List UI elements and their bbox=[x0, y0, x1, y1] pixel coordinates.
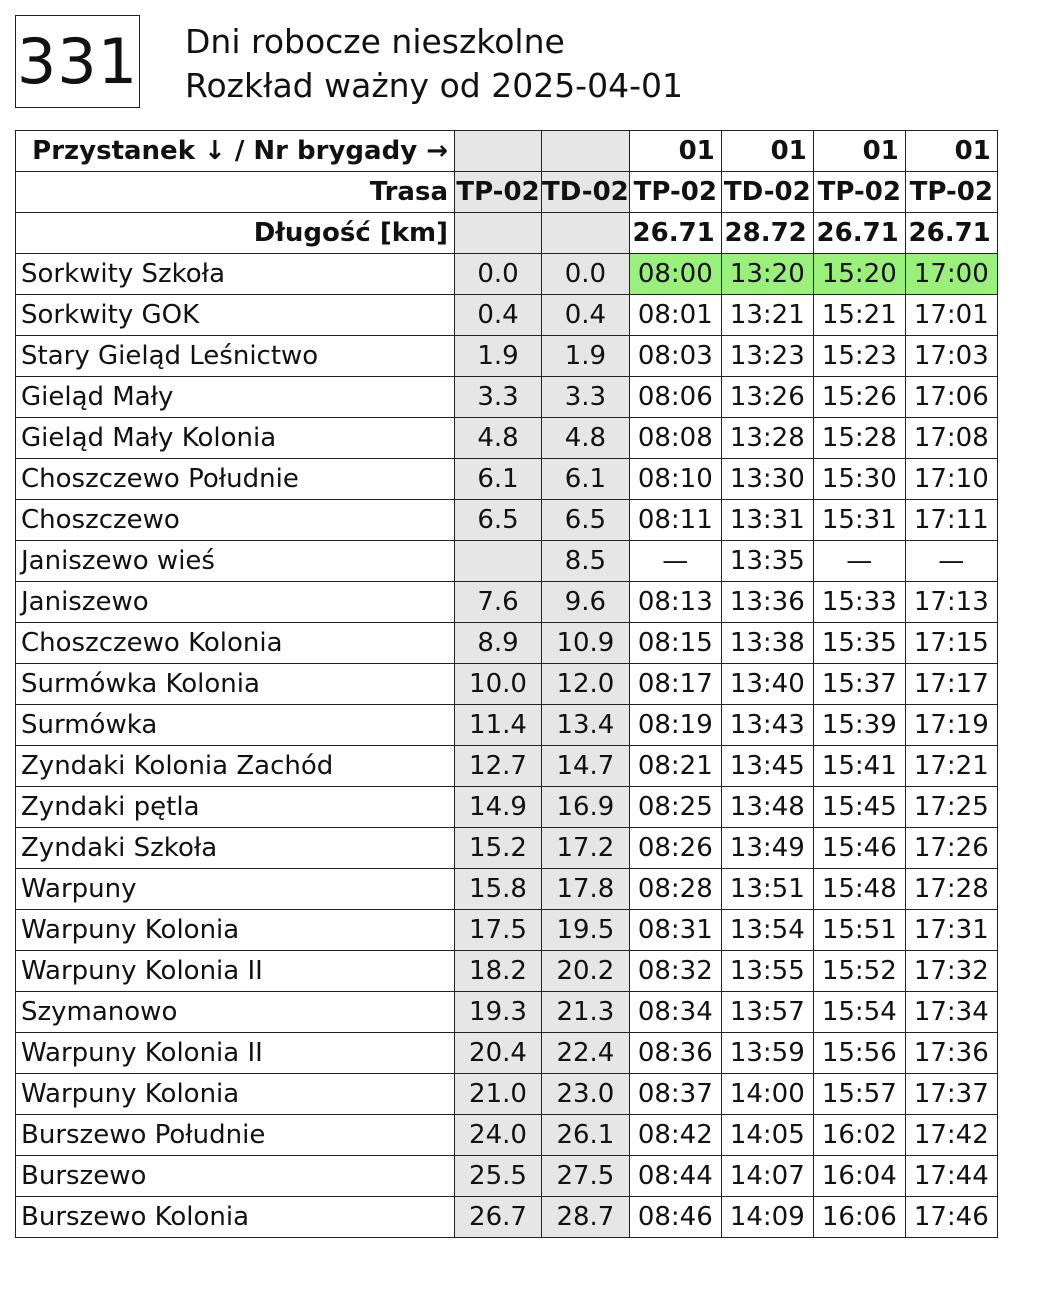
departure-time: 17:15 bbox=[905, 623, 997, 664]
departure-time: 15:31 bbox=[813, 500, 905, 541]
stop-distance: 7.6 bbox=[455, 582, 542, 623]
departure-time: 08:36 bbox=[629, 1033, 721, 1074]
km-column-brigade bbox=[542, 131, 630, 172]
stop-name: Janiszewo bbox=[16, 582, 455, 623]
stop-row bbox=[16, 459, 998, 500]
departure-time: 15:30 bbox=[813, 459, 905, 500]
stop-row bbox=[16, 254, 998, 295]
stop-distance: 28.7 bbox=[542, 1197, 630, 1238]
departure-time: 13:55 bbox=[721, 951, 813, 992]
stop-name: Surmówka bbox=[16, 705, 455, 746]
stop-row bbox=[16, 541, 998, 582]
stop-distance: 21.0 bbox=[455, 1074, 542, 1115]
stop-name: Surmówka Kolonia bbox=[16, 664, 455, 705]
departure-time: 13:38 bbox=[721, 623, 813, 664]
departure-time: 17:19 bbox=[905, 705, 997, 746]
trip-length: 26.71 bbox=[813, 213, 905, 254]
stop-distance: 18.2 bbox=[455, 951, 542, 992]
stop-distance: 14.9 bbox=[455, 787, 542, 828]
stop-row bbox=[16, 582, 998, 623]
departure-time: 14:05 bbox=[721, 1115, 813, 1156]
stop-row bbox=[16, 992, 998, 1033]
stop-distance: 20.2 bbox=[542, 951, 630, 992]
stop-name: Choszczewo Południe bbox=[16, 459, 455, 500]
departure-time: 08:00 bbox=[629, 254, 721, 295]
route-code: TP-02 bbox=[813, 172, 905, 213]
departure-time: 15:23 bbox=[813, 336, 905, 377]
brigade-number: 01 bbox=[813, 131, 905, 172]
departure-time: 13:45 bbox=[721, 746, 813, 787]
departure-time: 08:34 bbox=[629, 992, 721, 1033]
km-column-route: TD-02 bbox=[542, 172, 630, 213]
departure-time: 14:07 bbox=[721, 1156, 813, 1197]
stop-name: Warpuny Kolonia bbox=[16, 1074, 455, 1115]
departure-time: 15:39 bbox=[813, 705, 905, 746]
departure-time: 15:52 bbox=[813, 951, 905, 992]
timetable bbox=[15, 130, 998, 1238]
stop-row bbox=[16, 705, 998, 746]
departure-time: 15:48 bbox=[813, 869, 905, 910]
departure-time: 17:01 bbox=[905, 295, 997, 336]
stop-name: Choszczewo bbox=[16, 500, 455, 541]
departure-time: 13:54 bbox=[721, 910, 813, 951]
stop-distance: 10.0 bbox=[455, 664, 542, 705]
stop-distance: 6.5 bbox=[455, 500, 542, 541]
departure-time: 08:08 bbox=[629, 418, 721, 459]
header-label: Trasa bbox=[16, 172, 455, 213]
departure-time: 15:21 bbox=[813, 295, 905, 336]
stop-distance: 0.0 bbox=[542, 254, 630, 295]
stop-name: Sorkwity GOK bbox=[16, 295, 455, 336]
stop-row bbox=[16, 418, 998, 459]
stop-distance: 17.5 bbox=[455, 910, 542, 951]
departure-time: — bbox=[905, 541, 997, 582]
departure-time: 13:26 bbox=[721, 377, 813, 418]
departure-time: 17:10 bbox=[905, 459, 997, 500]
departure-time: 17:25 bbox=[905, 787, 997, 828]
departure-time: 15:26 bbox=[813, 377, 905, 418]
header-label: Długość [km] bbox=[16, 213, 455, 254]
departure-time: 08:15 bbox=[629, 623, 721, 664]
stop-distance: 4.8 bbox=[542, 418, 630, 459]
departure-time: 08:44 bbox=[629, 1156, 721, 1197]
stop-row bbox=[16, 746, 998, 787]
stop-row bbox=[16, 828, 998, 869]
valid-from: Rozkład ważny od 2025-04-01 bbox=[185, 66, 683, 105]
departure-time: 14:00 bbox=[721, 1074, 813, 1115]
stop-distance: 25.5 bbox=[455, 1156, 542, 1197]
departure-time: 08:17 bbox=[629, 664, 721, 705]
stop-distance: 1.9 bbox=[455, 336, 542, 377]
departure-time: 17:31 bbox=[905, 910, 997, 951]
departure-time: 14:09 bbox=[721, 1197, 813, 1238]
stop-distance: 3.3 bbox=[542, 377, 630, 418]
header-row-route bbox=[16, 172, 998, 213]
km-column-route: TP-02 bbox=[455, 172, 542, 213]
departure-time: 17:36 bbox=[905, 1033, 997, 1074]
trip-length: 28.72 bbox=[721, 213, 813, 254]
stop-row bbox=[16, 1033, 998, 1074]
stop-distance: 6.1 bbox=[542, 459, 630, 500]
departure-time: 16:04 bbox=[813, 1156, 905, 1197]
departure-time: 15:45 bbox=[813, 787, 905, 828]
stop-name: Zyndaki pętla bbox=[16, 787, 455, 828]
day-type: Dni robocze nieszkolne bbox=[185, 22, 565, 61]
departure-time: 15:37 bbox=[813, 664, 905, 705]
stop-row bbox=[16, 377, 998, 418]
header-label: Przystanek ↓ / Nr brygady → bbox=[16, 131, 455, 172]
trip-length: 26.71 bbox=[905, 213, 997, 254]
departure-time: 16:02 bbox=[813, 1115, 905, 1156]
departure-time: 08:32 bbox=[629, 951, 721, 992]
stop-name: Choszczewo Kolonia bbox=[16, 623, 455, 664]
stop-row bbox=[16, 1197, 998, 1238]
header-row-brigade bbox=[16, 131, 998, 172]
departure-time: 17:11 bbox=[905, 500, 997, 541]
stop-distance: 4.8 bbox=[455, 418, 542, 459]
stop-name: Szymanowo bbox=[16, 992, 455, 1033]
stop-distance: 19.3 bbox=[455, 992, 542, 1033]
stop-distance: 10.9 bbox=[542, 623, 630, 664]
stop-distance: 13.4 bbox=[542, 705, 630, 746]
stop-name: Zyndaki Szkoła bbox=[16, 828, 455, 869]
stop-name: Warpuny Kolonia II bbox=[16, 951, 455, 992]
route-code: TD-02 bbox=[721, 172, 813, 213]
departure-time: 17:08 bbox=[905, 418, 997, 459]
departure-time: 08:46 bbox=[629, 1197, 721, 1238]
stop-row bbox=[16, 1115, 998, 1156]
stop-distance: 17.2 bbox=[542, 828, 630, 869]
departure-time: 08:19 bbox=[629, 705, 721, 746]
stop-row bbox=[16, 787, 998, 828]
stop-distance: 12.0 bbox=[542, 664, 630, 705]
departure-time: 15:28 bbox=[813, 418, 905, 459]
stop-distance: 24.0 bbox=[455, 1115, 542, 1156]
departure-time: 08:37 bbox=[629, 1074, 721, 1115]
route-code: TP-02 bbox=[905, 172, 997, 213]
departure-time: 08:25 bbox=[629, 787, 721, 828]
route-code: TP-02 bbox=[629, 172, 721, 213]
stop-distance: 20.4 bbox=[455, 1033, 542, 1074]
departure-time: 13:23 bbox=[721, 336, 813, 377]
departure-time: 17:46 bbox=[905, 1197, 997, 1238]
departure-time: 08:01 bbox=[629, 295, 721, 336]
departure-time: 17:03 bbox=[905, 336, 997, 377]
stop-distance: 27.5 bbox=[542, 1156, 630, 1197]
departure-time: 17:32 bbox=[905, 951, 997, 992]
departure-time: — bbox=[813, 541, 905, 582]
stop-distance: 11.4 bbox=[455, 705, 542, 746]
stop-distance: 0.4 bbox=[542, 295, 630, 336]
stop-name: Gieląd Mały bbox=[16, 377, 455, 418]
km-column-length bbox=[542, 213, 630, 254]
stop-row bbox=[16, 500, 998, 541]
departure-time: 08:21 bbox=[629, 746, 721, 787]
stop-distance: 19.5 bbox=[542, 910, 630, 951]
departure-time: 13:35 bbox=[721, 541, 813, 582]
departure-time: 15:20 bbox=[813, 254, 905, 295]
departure-time: 08:10 bbox=[629, 459, 721, 500]
departure-time: 15:54 bbox=[813, 992, 905, 1033]
trip-length: 26.71 bbox=[629, 213, 721, 254]
stop-name: Burszewo Kolonia bbox=[16, 1197, 455, 1238]
departure-time: 13:30 bbox=[721, 459, 813, 500]
stop-distance: 3.3 bbox=[455, 377, 542, 418]
stop-row bbox=[16, 664, 998, 705]
departure-time: 16:06 bbox=[813, 1197, 905, 1238]
stop-distance: 0.4 bbox=[455, 295, 542, 336]
departure-time: 08:31 bbox=[629, 910, 721, 951]
departure-time: 17:37 bbox=[905, 1074, 997, 1115]
departure-time: 17:28 bbox=[905, 869, 997, 910]
stop-row bbox=[16, 869, 998, 910]
stop-row bbox=[16, 336, 998, 377]
departure-time: 13:20 bbox=[721, 254, 813, 295]
stop-name: Warpuny bbox=[16, 869, 455, 910]
stop-name: Zyndaki Kolonia Zachód bbox=[16, 746, 455, 787]
stop-name: Sorkwity Szkoła bbox=[16, 254, 455, 295]
departure-time: 15:46 bbox=[813, 828, 905, 869]
departure-time: 13:21 bbox=[721, 295, 813, 336]
departure-time: 17:42 bbox=[905, 1115, 997, 1156]
stop-name: Janiszewo wieś bbox=[16, 541, 455, 582]
departure-time: 13:28 bbox=[721, 418, 813, 459]
stop-row bbox=[16, 295, 998, 336]
departure-time: 17:34 bbox=[905, 992, 997, 1033]
stop-row bbox=[16, 1156, 998, 1197]
departure-time: 17:06 bbox=[905, 377, 997, 418]
stop-distance: 8.9 bbox=[455, 623, 542, 664]
timetable-header bbox=[185, 20, 683, 108]
departure-time: 08:11 bbox=[629, 500, 721, 541]
stop-name: Warpuny Kolonia bbox=[16, 910, 455, 951]
stop-distance: 15.2 bbox=[455, 828, 542, 869]
stop-name: Burszewo bbox=[16, 1156, 455, 1197]
stop-row bbox=[16, 1074, 998, 1115]
departure-time: 15:57 bbox=[813, 1074, 905, 1115]
departure-time: 13:49 bbox=[721, 828, 813, 869]
stop-distance: 6.5 bbox=[542, 500, 630, 541]
stop-name: Gieląd Mały Kolonia bbox=[16, 418, 455, 459]
stop-distance: 9.6 bbox=[542, 582, 630, 623]
departure-time: 17:17 bbox=[905, 664, 997, 705]
departure-time: 17:13 bbox=[905, 582, 997, 623]
departure-time: 15:51 bbox=[813, 910, 905, 951]
stop-distance: 16.9 bbox=[542, 787, 630, 828]
stop-distance: 22.4 bbox=[542, 1033, 630, 1074]
departure-time: 13:57 bbox=[721, 992, 813, 1033]
departure-time: 08:13 bbox=[629, 582, 721, 623]
stop-row bbox=[16, 951, 998, 992]
departure-time: — bbox=[629, 541, 721, 582]
departure-time: 13:48 bbox=[721, 787, 813, 828]
departure-time: 17:21 bbox=[905, 746, 997, 787]
departure-time: 17:00 bbox=[905, 254, 997, 295]
line-number: 331 bbox=[15, 15, 140, 108]
stop-distance: 21.3 bbox=[542, 992, 630, 1033]
departure-time: 08:42 bbox=[629, 1115, 721, 1156]
departure-time: 17:26 bbox=[905, 828, 997, 869]
header-row-length bbox=[16, 213, 998, 254]
departure-time: 08:06 bbox=[629, 377, 721, 418]
stop-row bbox=[16, 623, 998, 664]
departure-time: 13:51 bbox=[721, 869, 813, 910]
departure-time: 15:33 bbox=[813, 582, 905, 623]
km-column-length bbox=[455, 213, 542, 254]
stop-distance: 26.1 bbox=[542, 1115, 630, 1156]
stop-row bbox=[16, 910, 998, 951]
departure-time: 13:40 bbox=[721, 664, 813, 705]
stop-distance: 8.5 bbox=[542, 541, 630, 582]
departure-time: 08:28 bbox=[629, 869, 721, 910]
stop-distance: 14.7 bbox=[542, 746, 630, 787]
stop-name: Warpuny Kolonia II bbox=[16, 1033, 455, 1074]
departure-time: 15:41 bbox=[813, 746, 905, 787]
stop-name: Burszewo Południe bbox=[16, 1115, 455, 1156]
brigade-number: 01 bbox=[629, 131, 721, 172]
departure-time: 08:03 bbox=[629, 336, 721, 377]
departure-time: 15:35 bbox=[813, 623, 905, 664]
stop-distance: 23.0 bbox=[542, 1074, 630, 1115]
stop-distance: 6.1 bbox=[455, 459, 542, 500]
departure-time: 13:36 bbox=[721, 582, 813, 623]
departure-time: 17:44 bbox=[905, 1156, 997, 1197]
stop-distance bbox=[455, 541, 542, 582]
stop-distance: 15.8 bbox=[455, 869, 542, 910]
stop-name: Stary Gieląd Leśnictwo bbox=[16, 336, 455, 377]
stop-distance: 1.9 bbox=[542, 336, 630, 377]
departure-time: 13:59 bbox=[721, 1033, 813, 1074]
departure-time: 15:56 bbox=[813, 1033, 905, 1074]
stop-distance: 12.7 bbox=[455, 746, 542, 787]
departure-time: 08:26 bbox=[629, 828, 721, 869]
departure-time: 13:43 bbox=[721, 705, 813, 746]
stop-distance: 26.7 bbox=[455, 1197, 542, 1238]
brigade-number: 01 bbox=[721, 131, 813, 172]
stop-distance: 0.0 bbox=[455, 254, 542, 295]
stop-distance: 17.8 bbox=[542, 869, 630, 910]
departure-time: 13:31 bbox=[721, 500, 813, 541]
brigade-number: 01 bbox=[905, 131, 997, 172]
km-column-brigade bbox=[455, 131, 542, 172]
